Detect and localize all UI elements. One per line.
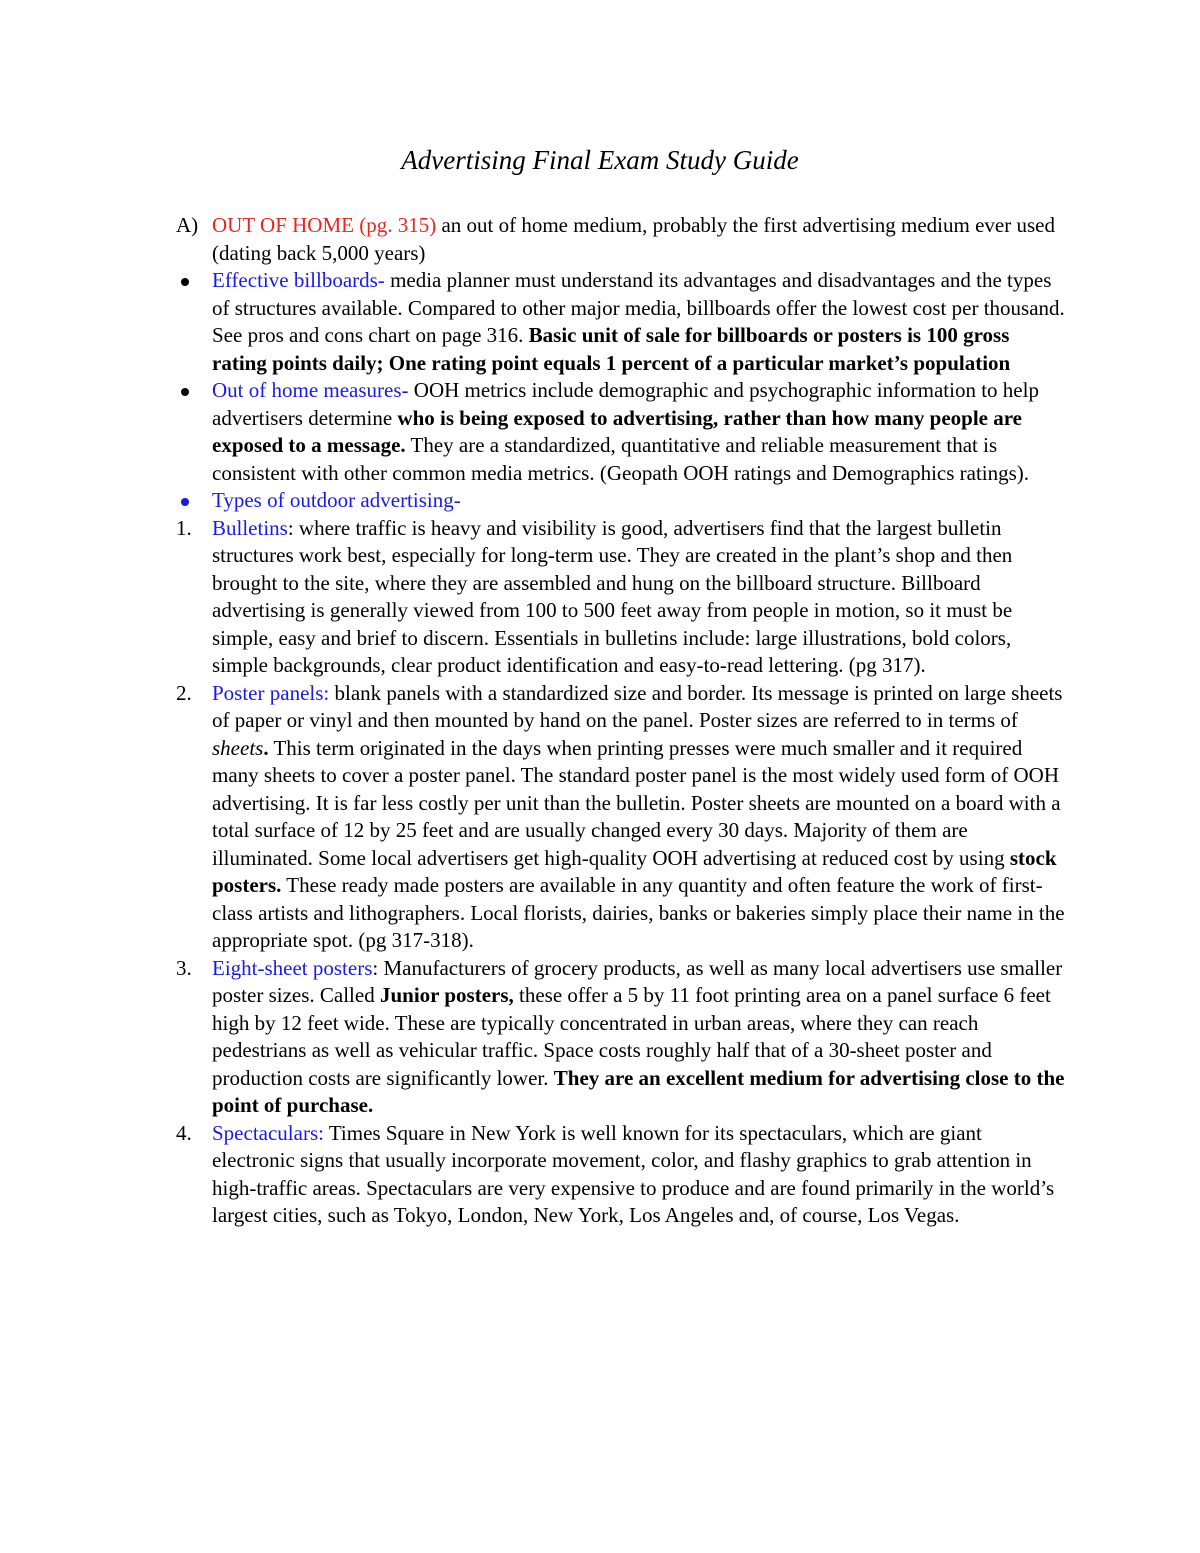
bullet-text: media planner must understand its advantages and disadvantages and the types of structures available. Compared to other major media, billboards offer the lowest cost per thousand. See pros and cons chart on page 316. — [212, 268, 1065, 347]
bullet-label: Types of outdoor advertising- — [212, 488, 461, 512]
document-title: Advertising Final Exam Study Guide — [401, 145, 799, 175]
item-number: 4. — [176, 1120, 192, 1145]
item-bold-text-end: They are an excellent medium for advertising close to the point of purchase. — [212, 1065, 1065, 1117]
document-body — [176, 212, 1066, 1230]
numbered-item — [176, 515, 1066, 680]
item-bold-text: Junior posters, — [379, 983, 514, 1007]
bullet-icon — [181, 278, 189, 286]
item-text-end: These ready made posters are available in any quantity and often feature the work of first-class artists and lithographers. Local florists, dairies, banks or bakeries simply place their name in the appropriate spot. (pg 317-318). — [212, 873, 1065, 952]
item-text: Times Square in New York is well known for its spectaculars, which are giant electronic signs that usually incorporate movement, color, and flashy graphics to grab attention in high-traffic areas. Spectaculars are very expensive to produce and are found primarily in the world’s largest cities, such as Tokyo, London, New York, Los Angeles and, of course, Los Vegas. — [212, 1120, 1055, 1227]
item-bold-text: stock posters. — [212, 845, 1057, 897]
numbered-item — [176, 1120, 1066, 1230]
item-text: : Manufacturers of grocery products, as well as many local advertisers use smaller poster sizes. Called — [212, 955, 1063, 1007]
bullet-bold-text: Basic unit of sale for billboards or posters is 100 gross rating points daily; One rating point equals 1 percent of a particular market’s population — [212, 323, 1011, 375]
item-label: Poster panels: — [212, 680, 330, 705]
bullet-label: Out of home measures- — [212, 378, 409, 402]
item-text-continued: these offer a 5 by 11 foot printing area on a panel surface 6 feet high by 12 feet wide. These are typically concentrated in urban areas, where they can reach pedestrians as well as vehicular traffic. Space costs roughly half that of a 30-sheet poster and production costs are significantly lower. — [212, 983, 1051, 1090]
item-label: Spectaculars: — [212, 1120, 324, 1145]
item-number: 3. — [176, 955, 192, 980]
section-a — [176, 212, 1066, 267]
item-text: : where traffic is heavy and visibility is good, advertisers find that the largest bulletin structures work best, especially for long-term use. They are created in the plant’s shop and then brought to the site, where they are assembled and hung on the billboard structure. Billboard advertising is generally viewed from 100 to 500 feet away from people in motion, so it must be simple, easy and brief to discern. Essentials in bulletins include: large illustrations, bold colors, simple backgrounds, clear product identification and easy-to-read lettering. (pg 317). — [212, 515, 1013, 677]
numbered-item — [176, 680, 1066, 955]
bullet-item — [176, 377, 1066, 487]
item-label: Bulletins — [212, 515, 288, 540]
bullet-icon — [181, 388, 189, 396]
section-heading: OUT OF HOME (pg. 315) — [212, 213, 437, 237]
item-text-continued: This term originated in the days when printing presses were much smaller and it required many sheets to cover a poster panel. The standard poster panel is the most widely used form of OOH advertising. It is far less costly per unit than the bulletin. Poster sheets are mounted on a board with a total surface of 12 by 25 feet and are usually changed every 30 days. Majority of them are illuminated. Some local advertisers get high-quality OOH advertising at reduced cost by using — [212, 735, 1061, 870]
numbered-item — [176, 955, 1066, 1120]
bullet-item — [176, 487, 1066, 515]
item-label: Eight-sheet posters — [212, 955, 373, 980]
bullet-text-continued: They are a standardized, quantitative and reliable measurement that is consistent with other common media metrics. (Geopath OOH ratings and Demographics ratings). — [212, 433, 1030, 485]
item-bold-period: . — [263, 735, 269, 760]
bullet-icon — [181, 498, 189, 506]
section-marker: A) — [176, 213, 199, 237]
bullet-item — [176, 267, 1066, 377]
bullet-text: OOH metrics include demographic and psychographic information to help advertisers determine — [212, 378, 1039, 430]
item-number: 2. — [176, 680, 192, 705]
item-number: 1. — [176, 515, 192, 540]
bullet-bold-text: who is being exposed to advertising, rather than how many people are exposed to a message. — [212, 405, 1023, 457]
item-italic-text: sheets — [212, 735, 264, 760]
item-text: blank panels with a standardized size and border. Its message is printed on large sheets of paper or vinyl and then mounted by hand on the panel. Poster sizes are referred to in terms of — [212, 680, 1063, 732]
bullet-label: Effective billboards- — [212, 268, 385, 292]
section-text: an out of home medium, probably the first advertising medium ever used (dating back 5,000 years) — [212, 213, 1055, 265]
